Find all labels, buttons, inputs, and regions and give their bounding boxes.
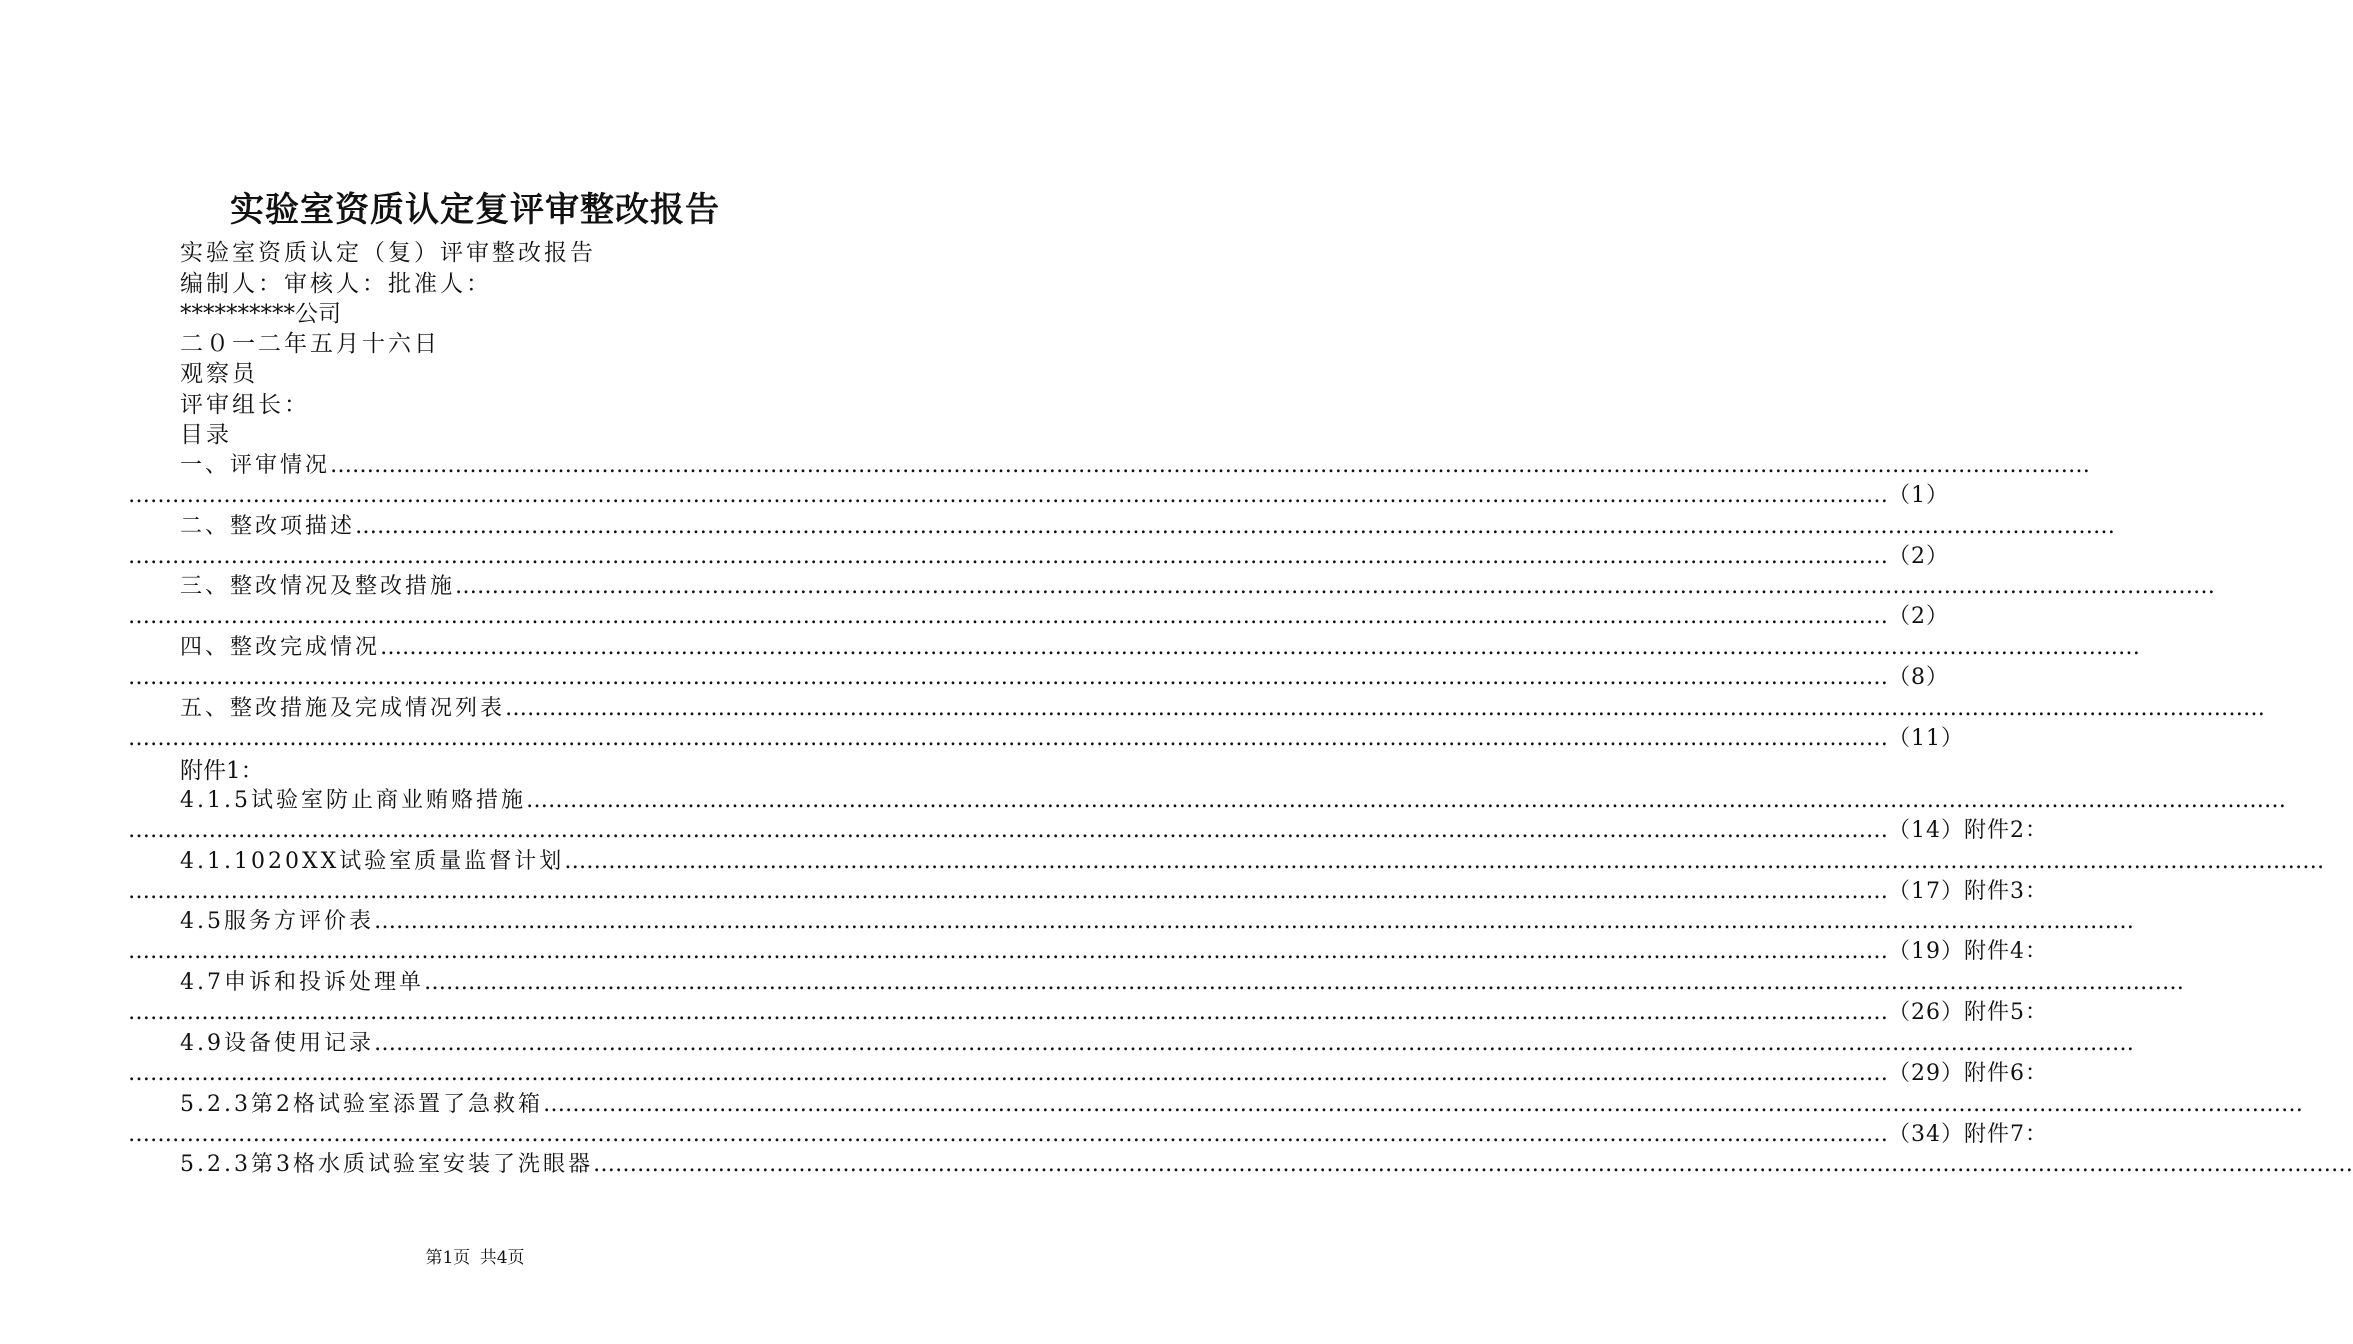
attachment-item-page-row	[128, 1059, 2048, 1089]
dot-leader: ……………………………………………………………………………………………………………………………………………………………………………………………………………………	[128, 665, 1888, 690]
toc-item-page-row	[128, 481, 1949, 511]
dot-leader: ……………………………………………………………………………………………………………………………………………………………………………………………………………………	[128, 939, 1888, 964]
header-line-team-leader: 评审组长：	[180, 392, 310, 418]
attachment-item-tail: （26）附件5：	[1888, 1000, 2048, 1025]
toc-item-title: 一、评审情况	[180, 453, 331, 478]
header-line-company: **********公司	[180, 301, 341, 327]
dot-leader: ……………………………………………………………………………………………………………………………………………………………………………………………………………………	[564, 849, 2325, 874]
attachment-item-page-row	[128, 877, 2048, 907]
dot-leader: ……………………………………………………………………………………………………………………………………………………………………………………………………………………	[128, 604, 1888, 629]
dot-leader: ……………………………………………………………………………………………………………………………………………………………………………………………………………………	[355, 514, 2116, 539]
dot-leader: ……………………………………………………………………………………………………………………………………………………………………………………………………………………	[128, 818, 1888, 843]
attachment-item	[128, 1090, 2303, 1120]
attachment-item-tail: （17）附件3：	[1888, 879, 2048, 904]
toc-item-page: （11）	[1888, 726, 1964, 751]
dot-leader: ……………………………………………………………………………………………………………………………………………………………………………………………………………………	[128, 483, 1888, 508]
attachment-item-page-row	[128, 937, 2048, 967]
dot-leader: ……………………………………………………………………………………………………………………………………………………………………………………………………………………	[424, 970, 2184, 995]
dot-leader: ……………………………………………………………………………………………………………………………………………………………………………………………………………………	[128, 1122, 1888, 1147]
attachment-item	[128, 968, 2184, 998]
toc-item	[128, 451, 2091, 481]
header-line-observer: 观察员	[180, 361, 258, 387]
toc-item-title: 二、整改项描述	[180, 514, 356, 539]
dot-leader: ……………………………………………………………………………………………………………………………………………………………………………………………………………………	[542, 1092, 2303, 1117]
toc-item	[128, 572, 2216, 602]
toc-item-page: （1）	[1888, 483, 1949, 508]
total-pages: 共4页	[479, 1248, 525, 1268]
attachment-item-title: 4.1.1020XX试验室质量监督计划	[180, 849, 565, 874]
attachment-item-tail: （14）附件2：	[1888, 818, 2048, 843]
toc-item-page: （8）	[1888, 665, 1949, 690]
attachment-item-title: 4.5服务方评价表	[180, 909, 374, 934]
attachment-item-tail: （29）附件6：	[1888, 1061, 2048, 1086]
document-title: 实验室资质认定复评审整改报告	[230, 190, 720, 230]
header-line-date: 二０一二年五月十六日	[180, 331, 440, 357]
dot-leader: ……………………………………………………………………………………………………………………………………………………………………………………………………………………	[380, 635, 2141, 660]
toc-item-page: （2）	[1888, 604, 1949, 629]
attachment-item-page-row	[128, 816, 2048, 846]
dot-leader: ……………………………………………………………………………………………………………………………………………………………………………………………………………………	[128, 544, 1888, 569]
attachment-item	[128, 847, 2325, 877]
attachment-item	[128, 786, 2286, 816]
attachment-item-tail: （19）附件4：	[1888, 939, 2048, 964]
dot-leader: ……………………………………………………………………………………………………………………………………………………………………………………………………………………	[330, 453, 2091, 478]
toc-item-page-row	[128, 542, 1949, 572]
dot-leader: ……………………………………………………………………………………………………………………………………………………………………………………………………………………	[525, 788, 2286, 813]
header-line-report-name: 实验室资质认定（复）评审整改报告	[180, 240, 596, 266]
dot-leader: ……………………………………………………………………………………………………………………………………………………………………………………………………………………	[592, 1152, 2353, 1177]
toc-item-title: 四、整改完成情况	[180, 635, 381, 660]
attachment-label: 附件1：	[180, 758, 264, 784]
dot-leader: ……………………………………………………………………………………………………………………………………………………………………………………………………………………	[455, 574, 2216, 599]
toc-item-title: 五、整改措施及完成情况列表	[180, 696, 506, 721]
attachment-item-title: 5.2.3第2格试验室添置了急救箱	[180, 1092, 543, 1117]
toc-item	[128, 633, 2141, 663]
dot-leader: ……………………………………………………………………………………………………………………………………………………………………………………………………………………	[128, 726, 1888, 751]
dot-leader: ……………………………………………………………………………………………………………………………………………………………………………………………………………………	[128, 879, 1888, 904]
dot-leader: ……………………………………………………………………………………………………………………………………………………………………………………………………………………	[505, 696, 2266, 721]
attachment-item	[128, 1029, 2134, 1059]
toc-item-page: （2）	[1888, 544, 1949, 569]
attachment-item	[128, 907, 2134, 937]
dot-leader: ……………………………………………………………………………………………………………………………………………………………………………………………………………………	[128, 1061, 1888, 1086]
toc-item-title: 三、整改情况及整改措施	[180, 574, 456, 599]
attachment-item-title: 4.7申诉和投诉处理单	[180, 970, 424, 995]
toc-item	[128, 512, 2116, 542]
toc-heading: 目录	[180, 422, 232, 448]
page-number: 第1页	[425, 1248, 471, 1268]
header-line-signatories: 编制人：审核人：批准人：	[180, 271, 492, 297]
attachment-item-title: 4.1.5试验室防止商业贿赂措施	[180, 788, 526, 813]
toc-item-page-row	[128, 724, 1964, 754]
page-footer	[0, 1243, 950, 1268]
attachment-item	[128, 1150, 2353, 1180]
attachment-item-page-row	[128, 998, 2048, 1028]
attachment-item-title: 5.2.3第3格水质试验室安装了洗眼器	[180, 1152, 593, 1177]
attachment-item-title: 4.9设备使用记录	[180, 1031, 374, 1056]
toc-item-page-row	[128, 663, 1949, 693]
dot-leader: ……………………………………………………………………………………………………………………………………………………………………………………………………………………	[128, 1000, 1888, 1025]
dot-leader: ……………………………………………………………………………………………………………………………………………………………………………………………………………………	[374, 909, 2134, 934]
attachment-item-tail: （34）附件7：	[1888, 1122, 2048, 1147]
toc-item	[128, 694, 2266, 724]
toc-item-page-row	[128, 602, 1949, 632]
attachment-item-page-row	[128, 1120, 2048, 1150]
dot-leader: ……………………………………………………………………………………………………………………………………………………………………………………………………………………	[374, 1031, 2134, 1056]
